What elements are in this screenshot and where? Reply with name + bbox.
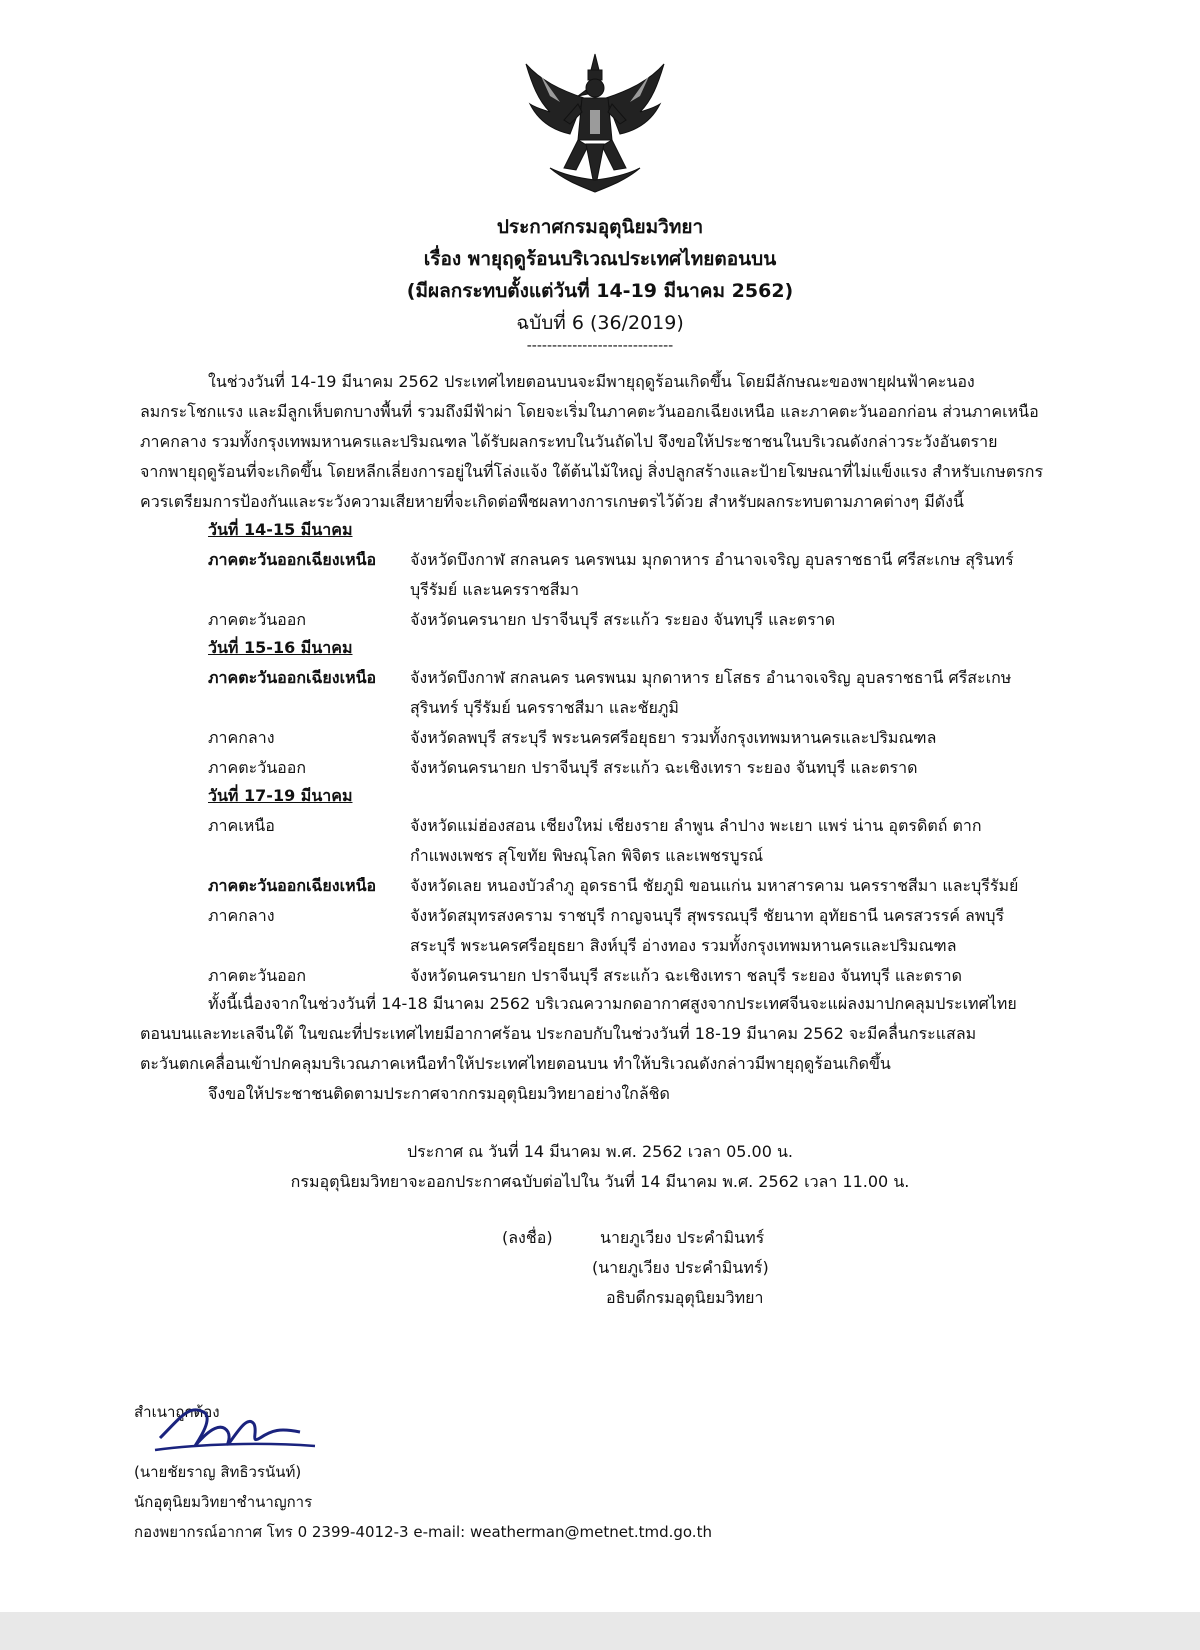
region-name: ภาคตะวันออก xyxy=(208,758,307,777)
paragraph-line: ตอนบนและทะเลจีนใต้ ในขณะที่ประเทศไทยมีอากาศร้อน ประกอบกับในช่วงวันที่ 18-19 มีนาคม 2562 จะมีคลื่นกระแสลม xyxy=(140,1024,977,1043)
contact-line: กองพยากรณ์อากาศ โทร 0 2399-4012-3 e-mail: weatherman@metnet.tmd.go.th xyxy=(134,1523,712,1541)
signatory-name: นายภูเวียง ประคำมินทร์ xyxy=(600,1228,765,1247)
province-list: จังหวัดนครนายก ปราจีนบุรี สระแก้ว ฉะเชิงเทรา ระยอง จันทบุรี และตราด xyxy=(410,758,918,777)
region-name: ภาคตะวันออกเฉียงเหนือ xyxy=(208,550,377,569)
certifier-position: นักอุตุนิยมวิทยาชำนาญการ xyxy=(134,1493,313,1511)
period-date-heading: วันที่ 14-15 มีนาคม xyxy=(208,520,353,539)
announcement-date: ประกาศ ณ วันที่ 14 มีนาคม พ.ศ. 2562 เวลา 05.00 น. xyxy=(407,1142,793,1161)
paragraph-line: ควรเตรียมการป้องกันและระวังความเสียหายที่จะเกิดต่อพืชผลทางการเกษตรไว้ด้วย สำหรับผลกระทบตามภาคต่างๆ มีดังนี้ xyxy=(140,492,964,511)
period-date-heading: วันที่ 15-16 มีนาคม xyxy=(208,638,353,657)
bottom-gray-bar xyxy=(0,1612,1200,1650)
paragraph-line: ในช่วงวันที่ 14-19 มีนาคม 2562 ประเทศไทยตอนบนจะมีพายุฤดูร้อนเกิดขึ้น โดยมีลักษณะของพายุฝนฟ้าคะนอง xyxy=(208,372,975,391)
paragraph-line: ภาคกลาง รวมทั้งกรุงเทพมหานครและปริมณฑล ได้รับผลกระทบในวันถัดไป จึงขอให้ประชาชนในบริเวณดังกล่าวระวังอันตราย xyxy=(140,432,998,451)
province-list: จังหวัดบึงกาฬ สกลนคร นครพนม มุกดาหาร อำนาจเจริญ อุบลราชธานี ศรีสะเกษ สุรินทร์ xyxy=(410,550,1014,569)
announcement-issue-number: ฉบับที่ 6 (36/2019) xyxy=(516,312,684,334)
region-name: ภาคตะวันออกเฉียงเหนือ xyxy=(208,876,377,895)
period-date-heading: วันที่ 17-19 มีนาคม xyxy=(208,786,353,805)
region-name: ภาคกลาง xyxy=(208,728,275,747)
region-name: ภาคกลาง xyxy=(208,906,275,925)
province-list: จังหวัดสมุทรสงคราม ราชบุรี กาญจนบุรี สุพรรณบุรี ชัยนาท อุทัยธานี นครสวรรค์ ลพบุรี xyxy=(410,906,1005,925)
announcement-title: ประกาศกรมอุตุนิยมวิทยา xyxy=(496,216,704,238)
paragraph-line: ตะวันตกเคลื่อนเข้าปกคลุมบริเวณภาคเหนือทำให้ประเทศไทยตอนบน ทำให้บริเวณดังกล่าวมีพายุฤดูร้อนเกิดขึ้น xyxy=(140,1054,891,1073)
province-list: จังหวัดนครนายก ปราจีนบุรี สระแก้ว ระยอง จันทบุรี และตราด xyxy=(410,610,836,629)
certified-label: สำเนาถูกต้อง xyxy=(134,1403,220,1421)
province-list: จังหวัดนครนายก ปราจีนบุรี สระแก้ว ฉะเชิงเทรา ชลบุรี ระยอง จันทบุรี และตราด xyxy=(410,966,962,985)
signatory-name-parenthesized: (นายภูเวียง ประคำมินทร์) xyxy=(592,1258,769,1277)
province-list: จังหวัดบึงกาฬ สกลนคร นครพนม มุกดาหาร ยโสธร อำนาจเจริญ อุบลราชธานี ศรีสะเกษ xyxy=(410,668,1012,687)
paragraph-line: จึงขอให้ประชาชนติดตามประกาศจากกรมอุตุนิยมวิทยาอย่างใกล้ชิด xyxy=(208,1084,670,1103)
garuda-emblem-icon xyxy=(520,50,670,200)
region-name: ภาคตะวันออก xyxy=(208,610,307,629)
header-divider: ----------------------------- xyxy=(526,338,674,354)
province-list: สระบุรี พระนครศรีอยุธยา สิงห์บุรี อ่างทอง รวมทั้งกรุงเทพมหานครและปริมณฑล xyxy=(410,936,957,955)
region-name: ภาคตะวันออกเฉียงเหนือ xyxy=(208,668,377,687)
paragraph-line: ลมกระโชกแรง และมีลูกเห็บตกบางพื้นที่ รวมถึงมีฟ้าผ่า โดยจะเริ่มในภาคตะวันออกเฉียงเหนือ และภาคตะวันออกก่อน ส่วนภาคเหนือ xyxy=(140,402,1039,421)
province-list: สุรินทร์ บุรีรัมย์ นครราชสีมา และชัยภูมิ xyxy=(410,698,679,717)
paragraph-line: จากพายุฤดูร้อนที่จะเกิดขึ้น โดยหลีกเลี่ยงการอยู่ในที่โล่งแจ้ง ใต้ต้นไม้ใหญ่ สิ่งปลูกสร้างและป้ายโฆษณาที่ไม่แข็งแรง สำหรับเกษตรกร xyxy=(140,462,1044,481)
province-list: กำแพงเพชร สุโขทัย พิษณุโลก พิจิตร และเพชรบูรณ์ xyxy=(410,846,764,865)
paragraph-line: ทั้งนี้เนื่องจากในช่วงวันที่ 14-18 มีนาคม 2562 บริเวณความกดอากาศสูงจากประเทศจีนจะแผ่ลงมาปกคลุมประเทศไทย xyxy=(208,994,1017,1013)
announcement-effective-dates: (มีผลกระทบตั้งแต่วันที่ 14-19 มีนาคม 2562) xyxy=(406,280,794,302)
province-list: จังหวัดเลย หนองบัวลำภู อุดรธานี ชัยภูมิ ขอนแก่น มหาสารคาม นครราชสีมา และบุรีรัมย์ xyxy=(410,876,1019,895)
certifier-name: (นายชัยราญ สิทธิวรนันท์) xyxy=(134,1463,302,1481)
province-list: บุรีรัมย์ และนครราชสีมา xyxy=(410,580,580,599)
handwritten-signature-icon xyxy=(150,1398,320,1458)
region-name: ภาคตะวันออก xyxy=(208,966,307,985)
region-name: ภาคเหนือ xyxy=(208,816,275,835)
province-list: จังหวัดลพบุรี สระบุรี พระนครศรีอยุธยา รวมทั้งกรุงเทพมหานครและปริมณฑล xyxy=(410,728,937,747)
province-list: จังหวัดแม่ฮ่องสอน เชียงใหม่ เชียงราย ลำพูน ลำปาง พะเยา แพร่ น่าน อุตรดิตถ์ ตาก xyxy=(410,816,982,835)
next-announcement: กรมอุตุนิยมวิทยาจะออกประกาศฉบับต่อไปใน วันที่ 14 มีนาคม พ.ศ. 2562 เวลา 11.00 น. xyxy=(290,1172,910,1191)
signatory-position: อธิบดีกรมอุตุนิยมวิทยา xyxy=(606,1288,764,1307)
announcement-subject: เรื่อง พายุฤดูร้อนบริเวณประเทศไทยตอนบน xyxy=(423,248,777,270)
signed-label: (ลงชื่อ) xyxy=(502,1228,553,1247)
